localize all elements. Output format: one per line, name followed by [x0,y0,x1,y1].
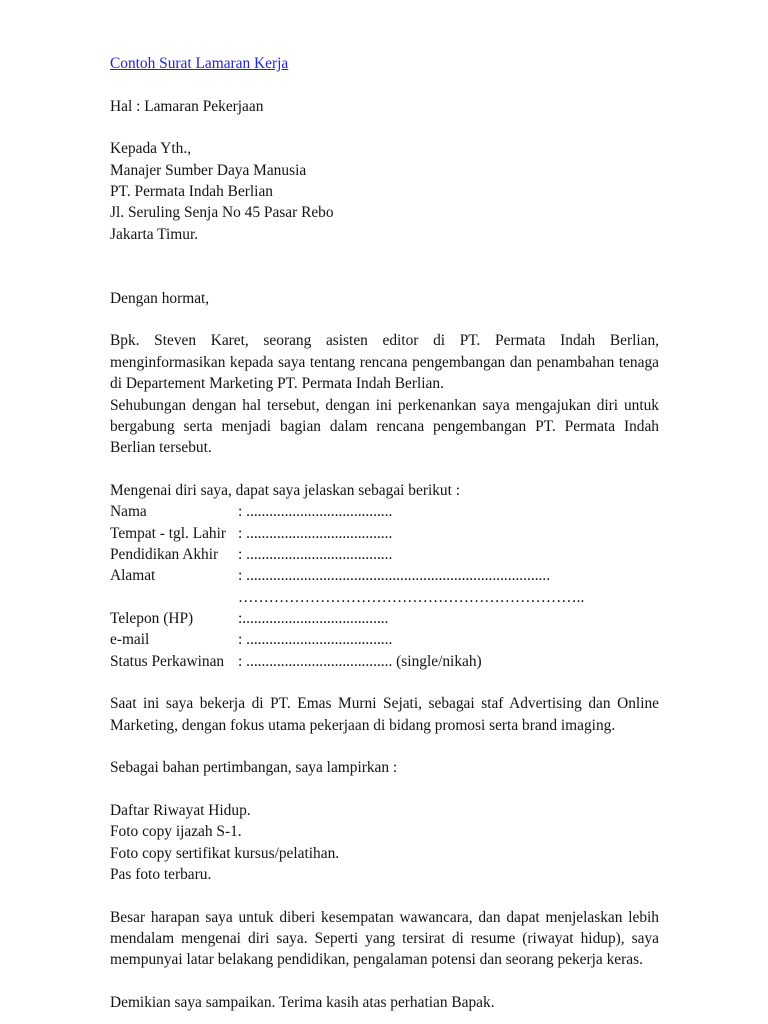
attachment-item: Foto copy ijazah S-1. [110,823,242,841]
detail-value: :...................................... [238,609,389,627]
detail-row-phone [110,608,659,629]
recipient-greeting: Kepada Yth., [110,140,192,158]
attachments-intro: Sebagai bahan pertimbangan, saya lampirkan : [110,759,398,777]
paragraph-line: Bpk. Steven Karet, seorang asisten editor di PT. Permata Indah Berlian, [110,332,659,350]
detail-label-empty [110,587,238,608]
detail-row-email [110,629,659,650]
detail-value: : ...................................... [238,631,393,649]
salutation: Dengan hormat, [110,289,210,307]
detail-row-education [110,544,659,565]
detail-label: Pendidikan Akhir [110,545,219,563]
personal-details-table [110,501,659,672]
attachment-item: Pas foto terbaru. [110,866,212,884]
paragraph-line: Berlian tersebut. [110,439,212,457]
detail-value: : ...................................... [238,545,393,563]
paragraph-line: Saat ini saya bekerja di PT. Emas Murni Sejati, sebagai staf Advertising dan Online [110,695,659,713]
detail-row-address [110,565,659,586]
detail-label: Nama [110,503,147,521]
detail-row-nama [110,501,659,522]
detail-value: : ............................................................................... [238,567,551,585]
paragraph-line: Marketing, dengan fokus utama pekerjaan di bidang promosi serta brand imaging. [110,716,616,734]
attachment-item: Foto copy sertifikat kursus/pelatihan. [110,844,340,862]
detail-label: e-mail [110,631,150,649]
detail-label: Telepon (HP) [110,609,194,627]
attachment-item: Daftar Riwayat Hidup. [110,802,251,820]
recipient-line: PT. Permata Indah Berlian [110,183,273,201]
detail-value: : ...................................... (single/nikah) [238,652,482,670]
paragraph-line: mempunyai latar belakang pendidikan, pengalaman potensi dan seorang pekerja keras. [110,951,643,969]
detail-label: Alamat [110,567,156,585]
detail-label: Tempat - tgl. Lahir [110,524,227,542]
title-link[interactable]: Contoh Surat Lamaran Kerja [110,55,289,72]
intro-paragraph [110,330,659,458]
detail-value: ………………………………………………………….. [238,588,585,606]
title-line [110,53,659,74]
recipient-line: Manajer Sumber Daya Manusia [110,161,307,179]
paragraph-line: menginformasikan kepada saya tentang rencana pengembangan dan penambahan tenaga [110,353,659,371]
attachments-list [110,800,659,885]
detail-row-birth [110,523,659,544]
letter-body [110,53,659,1013]
detail-row-marital [110,651,659,672]
subject-line: Hal : Lamaran Pekerjaan [110,97,264,115]
employment-paragraph [110,693,659,736]
paragraph-line: Besar harapan saya untuk diberi kesempatan wawancara, dan dapat menjelaskan lebih [110,908,659,926]
details-intro: Mengenai diri saya, dapat saya jelaskan sebagai berikut : [110,481,461,499]
paragraph-line: mendalam mengenai diri saya. Seperti yang tersirat di resume (riwayat hidup), saya [110,930,659,948]
detail-value: : ...................................... [238,503,393,521]
detail-label: Status Perkawinan [110,652,225,670]
paragraph-line: bergabung serta menjadi bagian dalam rencana pengembangan PT. Permata Indah [110,417,659,435]
recipient-line: Jl. Seruling Senja No 45 Pasar Rebo [110,204,334,222]
recipient-line: Jakarta Timur. [110,225,199,243]
closing-paragraph [110,907,659,971]
paragraph-line: di Departement Marketing PT. Permata Indah Berlian. [110,375,444,393]
final-line: Demikian saya sampaikan. Terima kasih atas perhatian Bapak. [110,994,495,1012]
paragraph-line: Sehubungan dengan hal tersebut, dengan ini perkenankan saya mengajukan diri untuk [110,396,659,414]
detail-row-address-cont [110,587,659,608]
detail-value: : ...................................... [238,524,393,542]
recipient-block [110,138,659,245]
